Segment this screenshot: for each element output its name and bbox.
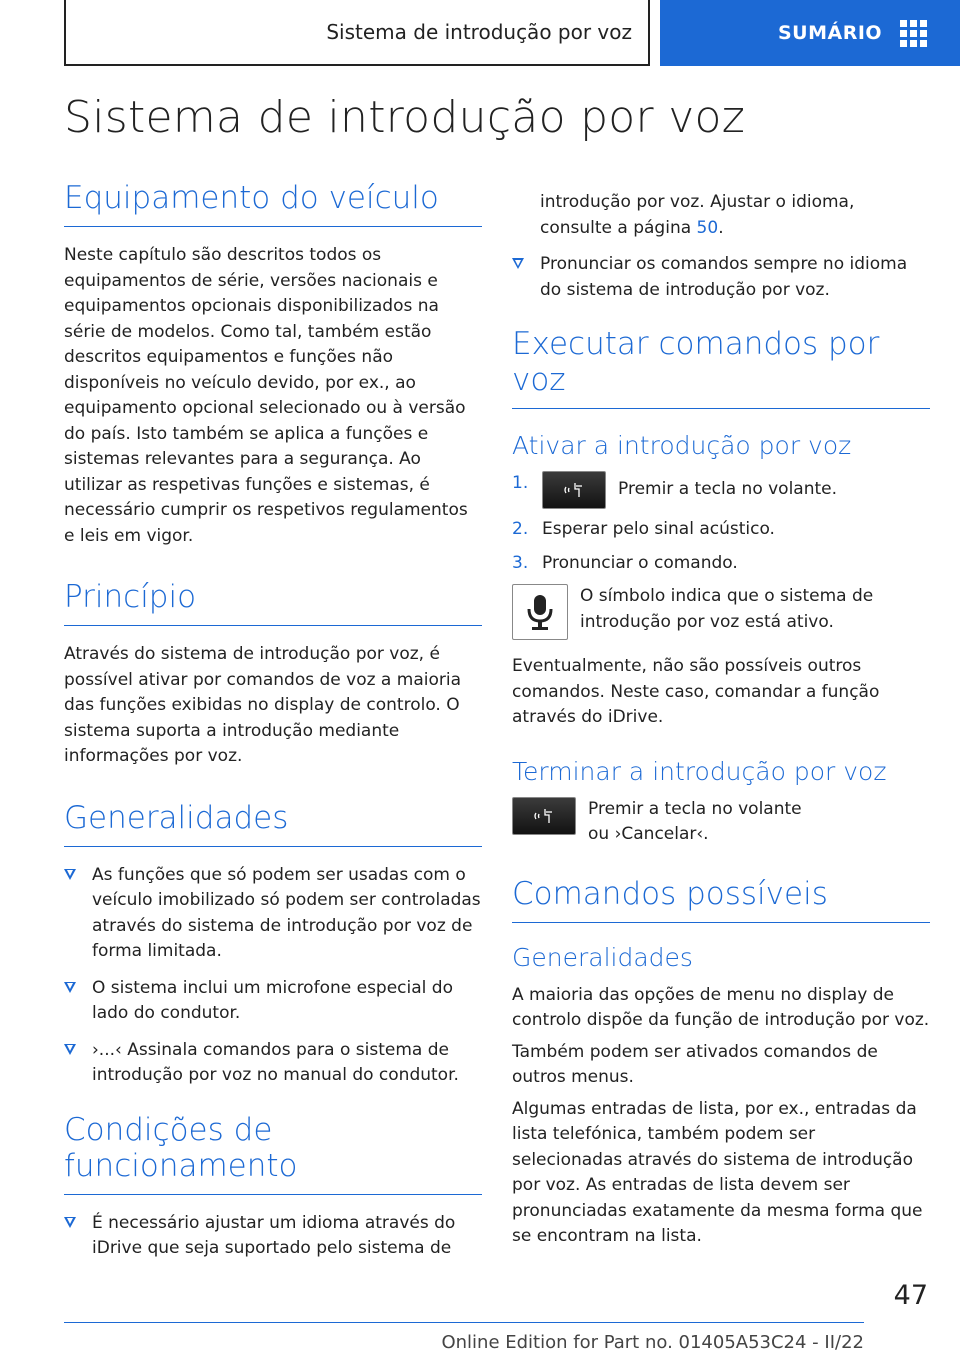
page-number: 47 xyxy=(893,1280,928,1311)
activation-steps xyxy=(512,471,930,576)
list-item: É necessário ajustar um idioma através do iDrive que seja suportado pelo sistema de xyxy=(64,1211,482,1262)
end-row xyxy=(512,797,930,848)
section-title-execute: Executar comandos por voz xyxy=(512,326,930,409)
page-header xyxy=(0,0,960,66)
summary-label: SUMÁRIO xyxy=(778,22,883,44)
subsection-title-possible-general: Generalidades xyxy=(512,942,693,972)
section-title-principle: Princípio xyxy=(64,579,482,626)
step-number: 2. xyxy=(512,519,529,539)
mic-note-text: O símbolo indica que o sistema de introdução por voz está ativo. xyxy=(580,586,874,632)
left-column xyxy=(64,180,482,1273)
voice-button-icon xyxy=(512,797,576,835)
step-number: 1. xyxy=(512,473,529,493)
bullet-triangle-icon xyxy=(512,258,524,269)
conditions-bullets-cont xyxy=(512,190,930,303)
right-column xyxy=(512,190,930,1250)
list-item: Pronunciar os comandos sempre no idioma do sistema de introdução por voz. xyxy=(512,252,930,303)
mic-note-row xyxy=(512,584,930,640)
section-title-conditions: Condições de funcionamento xyxy=(64,1112,482,1195)
section-title-possible: Comandos possíveis xyxy=(512,876,930,923)
chapter-label: Sistema de introdução por voz xyxy=(326,20,632,44)
grid-menu-icon xyxy=(900,20,927,47)
list-item: O sistema inclui um microfone especial do lado do condutor. xyxy=(64,976,482,1027)
possible-text-1: A maioria das opções de menu no display de controlo dispõe da função de introdução por voz. xyxy=(512,984,930,1030)
chapter-tab[interactable] xyxy=(64,0,650,66)
section-title-general: Generalidades xyxy=(64,800,482,847)
step-item: 1. Premir a tecla no volante. xyxy=(512,471,930,509)
end-text: Premir a tecla no volante ou ›Cancelar‹. xyxy=(588,798,802,844)
list-item: ›...‹ Assinala comandos para o sistema de introdução por voz no manual do condutor. xyxy=(64,1038,482,1089)
general-bullets xyxy=(64,863,482,1089)
section-title-equipment: Equipamento do veículo xyxy=(64,180,482,227)
page-link[interactable]: 50 xyxy=(696,217,719,238)
bullet-triangle-icon xyxy=(64,1044,76,1055)
possible-text-2: Também podem ser ativados comandos de outros menus. xyxy=(512,1041,878,1087)
list-item: As funções que só podem ser usadas com o veículo imobilizado só podem ser controladas através do sistema de introdução por voz de forma limitada. xyxy=(64,863,482,965)
step-number: 3. xyxy=(512,552,529,573)
summary-button[interactable] xyxy=(660,0,960,66)
footer-rule xyxy=(64,1322,864,1323)
step-item: 2. Esperar pelo sinal acústico. xyxy=(512,517,930,543)
bullet-triangle-icon xyxy=(64,982,76,993)
list-item: introdução por voz. Ajustar o idioma, consulte a página 50. xyxy=(540,192,855,238)
principle-text: Através do sistema de introdução por voz, é possível ativar por comandos de voz a maioria das funções exibidas no display de controlo. O sistema suporta a introdução mediante informações por voz. xyxy=(64,644,461,766)
microphone-icon xyxy=(512,584,568,640)
voice-button-icon xyxy=(542,471,606,509)
bullet-triangle-icon xyxy=(64,1217,76,1228)
conditions-bullets xyxy=(64,1211,482,1262)
bullet-triangle-icon xyxy=(64,869,76,880)
edition-text: Online Edition for Part no. 01405A53C24 - II/22 xyxy=(441,1332,864,1353)
possible-text-3: Algumas entradas de lista, por ex., entradas da lista telefónica, também podem ser selecionadas através do sistema de introdução por voz. As entradas de lista devem ser pronunciadas exatamente da mesma forma que se encontram na lista. xyxy=(512,1098,923,1246)
subsection-title-activate: Ativar a introdução por voz xyxy=(512,431,852,460)
eventual-text: Eventualmente, não são possíveis outros comandos. Neste caso, comandar a função através do iDrive. xyxy=(512,656,880,727)
subsection-title-end: Terminar a introdução por voz xyxy=(512,756,887,786)
equipment-text: Neste capítulo são descritos todos os equipamentos de série, versões nacionais e equipamentos opcionais disponibilizados na série de modelos. Como tal, também estão descritos equipamentos e funções não disponíveis no veículo devido, por ex., ao equipamento opcional selecionado ou à versão do país. Isto também se aplica a funções e sistemas relevantes para a segurança. Ao utilizar as respetivas funções e sistemas, é necessário cumprir os respetivos regulamentos e leis em vigor. xyxy=(64,245,468,546)
step-item: 3. Pronunciar o comando. xyxy=(512,551,930,577)
page-title: Sistema de introdução por voz xyxy=(64,92,746,143)
